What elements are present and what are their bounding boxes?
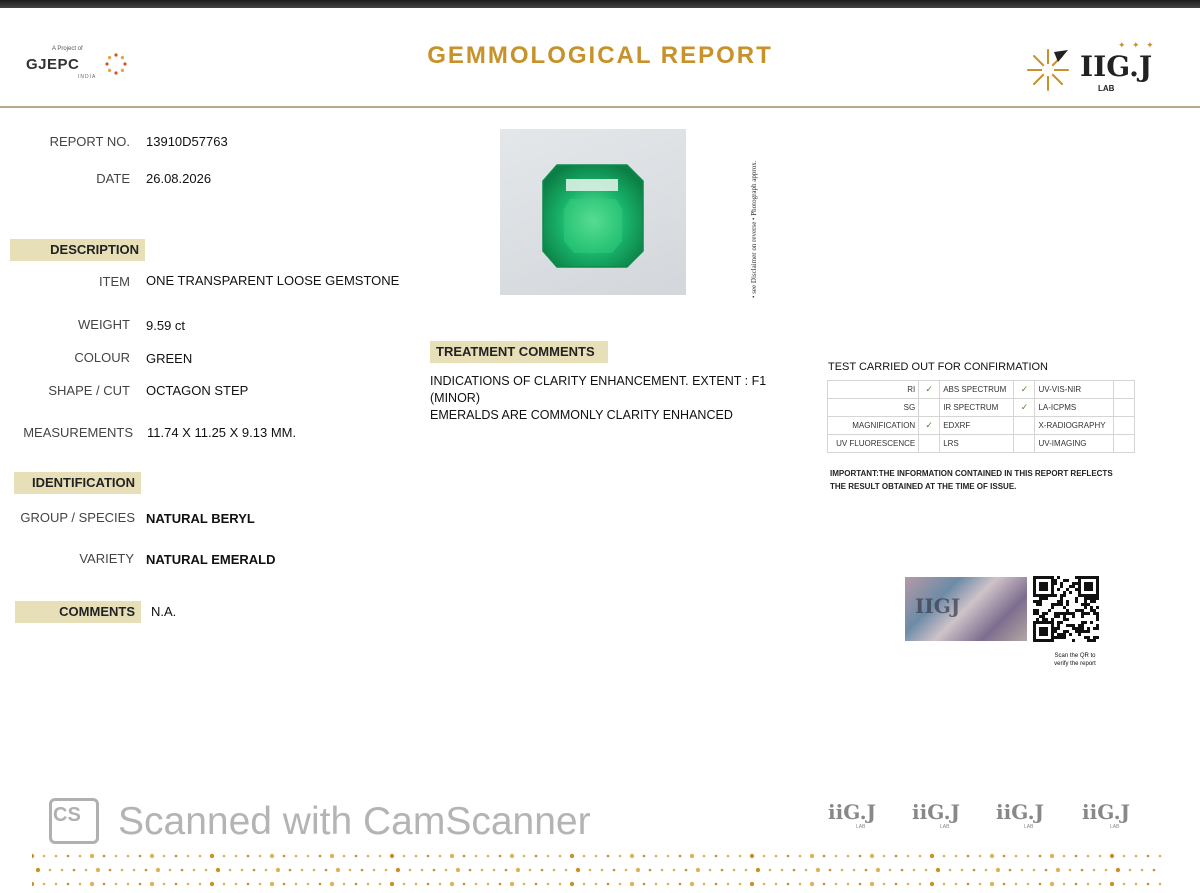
shape-value: OCTAGON STEP	[146, 383, 249, 398]
check-icon	[919, 399, 940, 417]
watermark-logo-3	[996, 800, 1044, 830]
test-cell: LA-ICPMS	[1035, 399, 1114, 417]
watermark-text: iiG.J	[1082, 800, 1130, 824]
test-cell: UV-IMAGING	[1035, 435, 1114, 453]
iigj-lab: LAB	[1098, 84, 1115, 93]
measurements-label: MEASUREMENTS	[23, 425, 133, 440]
check-icon: ✓	[919, 381, 940, 399]
gjepc-logo: GJEPC	[26, 56, 80, 73]
gjepc-caption: A Project of	[52, 46, 83, 52]
table-row	[828, 417, 1135, 435]
test-cell: IR SPECTRUM	[940, 399, 1014, 417]
test-cell: EDXRF	[940, 417, 1014, 435]
table-row	[828, 399, 1135, 417]
weight-label: WEIGHT	[78, 317, 130, 332]
check-icon: ✓	[1014, 381, 1035, 399]
empty-cell	[1114, 417, 1135, 435]
watermark-text: iiG.J	[996, 800, 1044, 824]
qr-caption-line-1: Scan the QR to	[1054, 653, 1096, 659]
test-cell: SG	[828, 399, 919, 417]
watermark-text: iiG.J	[912, 800, 960, 824]
watermark-lab: LAB	[856, 824, 866, 830]
table-row	[828, 435, 1135, 453]
test-cell: MAGNIFICATION	[828, 417, 919, 435]
table-row	[828, 381, 1135, 399]
gjepc-india: INDIA	[78, 74, 97, 80]
qr-caption-line-2: verify the report	[1054, 661, 1096, 667]
treatment-line-2: (MINOR)	[430, 391, 480, 405]
tests-table	[827, 380, 1135, 453]
date-label: DATE	[96, 171, 130, 186]
identification-heading: IDENTIFICATION	[14, 472, 141, 494]
decorative-dot-border	[32, 852, 1162, 892]
hologram-text: IIGJ	[915, 594, 961, 618]
watermark-text: iiG.J	[828, 800, 876, 824]
empty-cell	[1114, 381, 1135, 399]
weight-value: 9.59 ct	[146, 318, 186, 333]
empty-cell	[1114, 399, 1135, 417]
emerald-image	[500, 129, 686, 295]
watermark-lab: LAB	[1024, 824, 1034, 830]
header-divider	[0, 106, 1200, 108]
measurements-value: 11.74 X 11.25 X 9.13 MM.	[147, 425, 297, 440]
colour-value: GREEN	[146, 351, 193, 366]
report-number: 13910D57763	[146, 134, 228, 149]
colour-label: COLOUR	[74, 350, 130, 365]
qr-code-icon[interactable]	[1033, 576, 1099, 642]
treatment-heading: TREATMENT COMMENTS	[430, 341, 608, 363]
iigj-sun-icon	[1024, 46, 1072, 94]
camscanner-icon-letters: CS	[53, 804, 81, 826]
group-value: NATURAL BERYL	[146, 511, 255, 526]
check-icon	[919, 435, 940, 453]
variety-label: VARIETY	[79, 551, 134, 566]
test-cell: X-RADIOGRAPHY	[1035, 417, 1114, 435]
photo-disclaimer	[744, 130, 764, 300]
important-note: IMPORTANT:THE INFORMATION CONTAINED IN THIS REPORT REFLECTS THE RESULT OBTAINED AT THE TIME OF ISSUE.	[830, 469, 1113, 491]
treatment-line-3: EMERALDS ARE COMMONLY CLARITY ENHANCED	[430, 408, 733, 422]
description-heading: DESCRIPTION	[10, 239, 145, 261]
comments-heading: COMMENTS	[15, 601, 141, 623]
report-date: 26.08.2026	[146, 171, 212, 186]
photo-disclaimer-text: • see Disclaimer on reverse • Photograph approx.	[750, 160, 758, 298]
gemstone-photo	[500, 129, 686, 295]
iigj-stars-icon: ✦ ✦ ✦	[1118, 40, 1156, 50]
comments-value: N.A.	[151, 604, 177, 619]
iigj-logo: IIG.J	[1080, 50, 1153, 83]
report-title: GEMMOLOGICAL REPORT	[427, 42, 773, 69]
check-icon: ✓	[1014, 399, 1035, 417]
test-cell: ABS SPECTRUM	[940, 381, 1014, 399]
test-cell: RI	[828, 381, 919, 399]
watermark-logo-4	[1082, 800, 1130, 830]
watermark-lab: LAB	[940, 824, 950, 830]
qr-caption	[1040, 652, 1110, 668]
item-value: ONE TRANSPARENT LOOSE GEMSTONE	[146, 273, 400, 288]
test-cell: UV-VIS-NIR	[1035, 381, 1114, 399]
tests-heading: TEST CARRIED OUT FOR CONFIRMATION	[828, 361, 1049, 373]
shape-label: SHAPE / CUT	[48, 383, 130, 398]
watermark-lab: LAB	[1110, 824, 1120, 830]
test-cell: LRS	[940, 435, 1014, 453]
camscanner-watermark: Scanned with CamScanner	[118, 800, 591, 843]
watermark-logo-2	[912, 800, 960, 830]
watermark-logo-1	[828, 800, 876, 830]
treatment-line-1: INDICATIONS OF CLARITY ENHANCEMENT. EXTENT : F1	[430, 374, 767, 388]
check-icon: ✓	[919, 417, 940, 435]
check-icon	[1014, 417, 1035, 435]
report-number-label: REPORT NO.	[49, 134, 130, 149]
empty-cell	[1114, 435, 1135, 453]
item-label: ITEM	[98, 274, 130, 289]
top-border	[0, 0, 1200, 8]
check-icon	[1014, 435, 1035, 453]
variety-value: NATURAL EMERALD	[146, 552, 276, 567]
test-cell: UV FLUORESCENCE	[828, 435, 919, 453]
group-label: GROUP / SPECIES	[20, 510, 135, 525]
